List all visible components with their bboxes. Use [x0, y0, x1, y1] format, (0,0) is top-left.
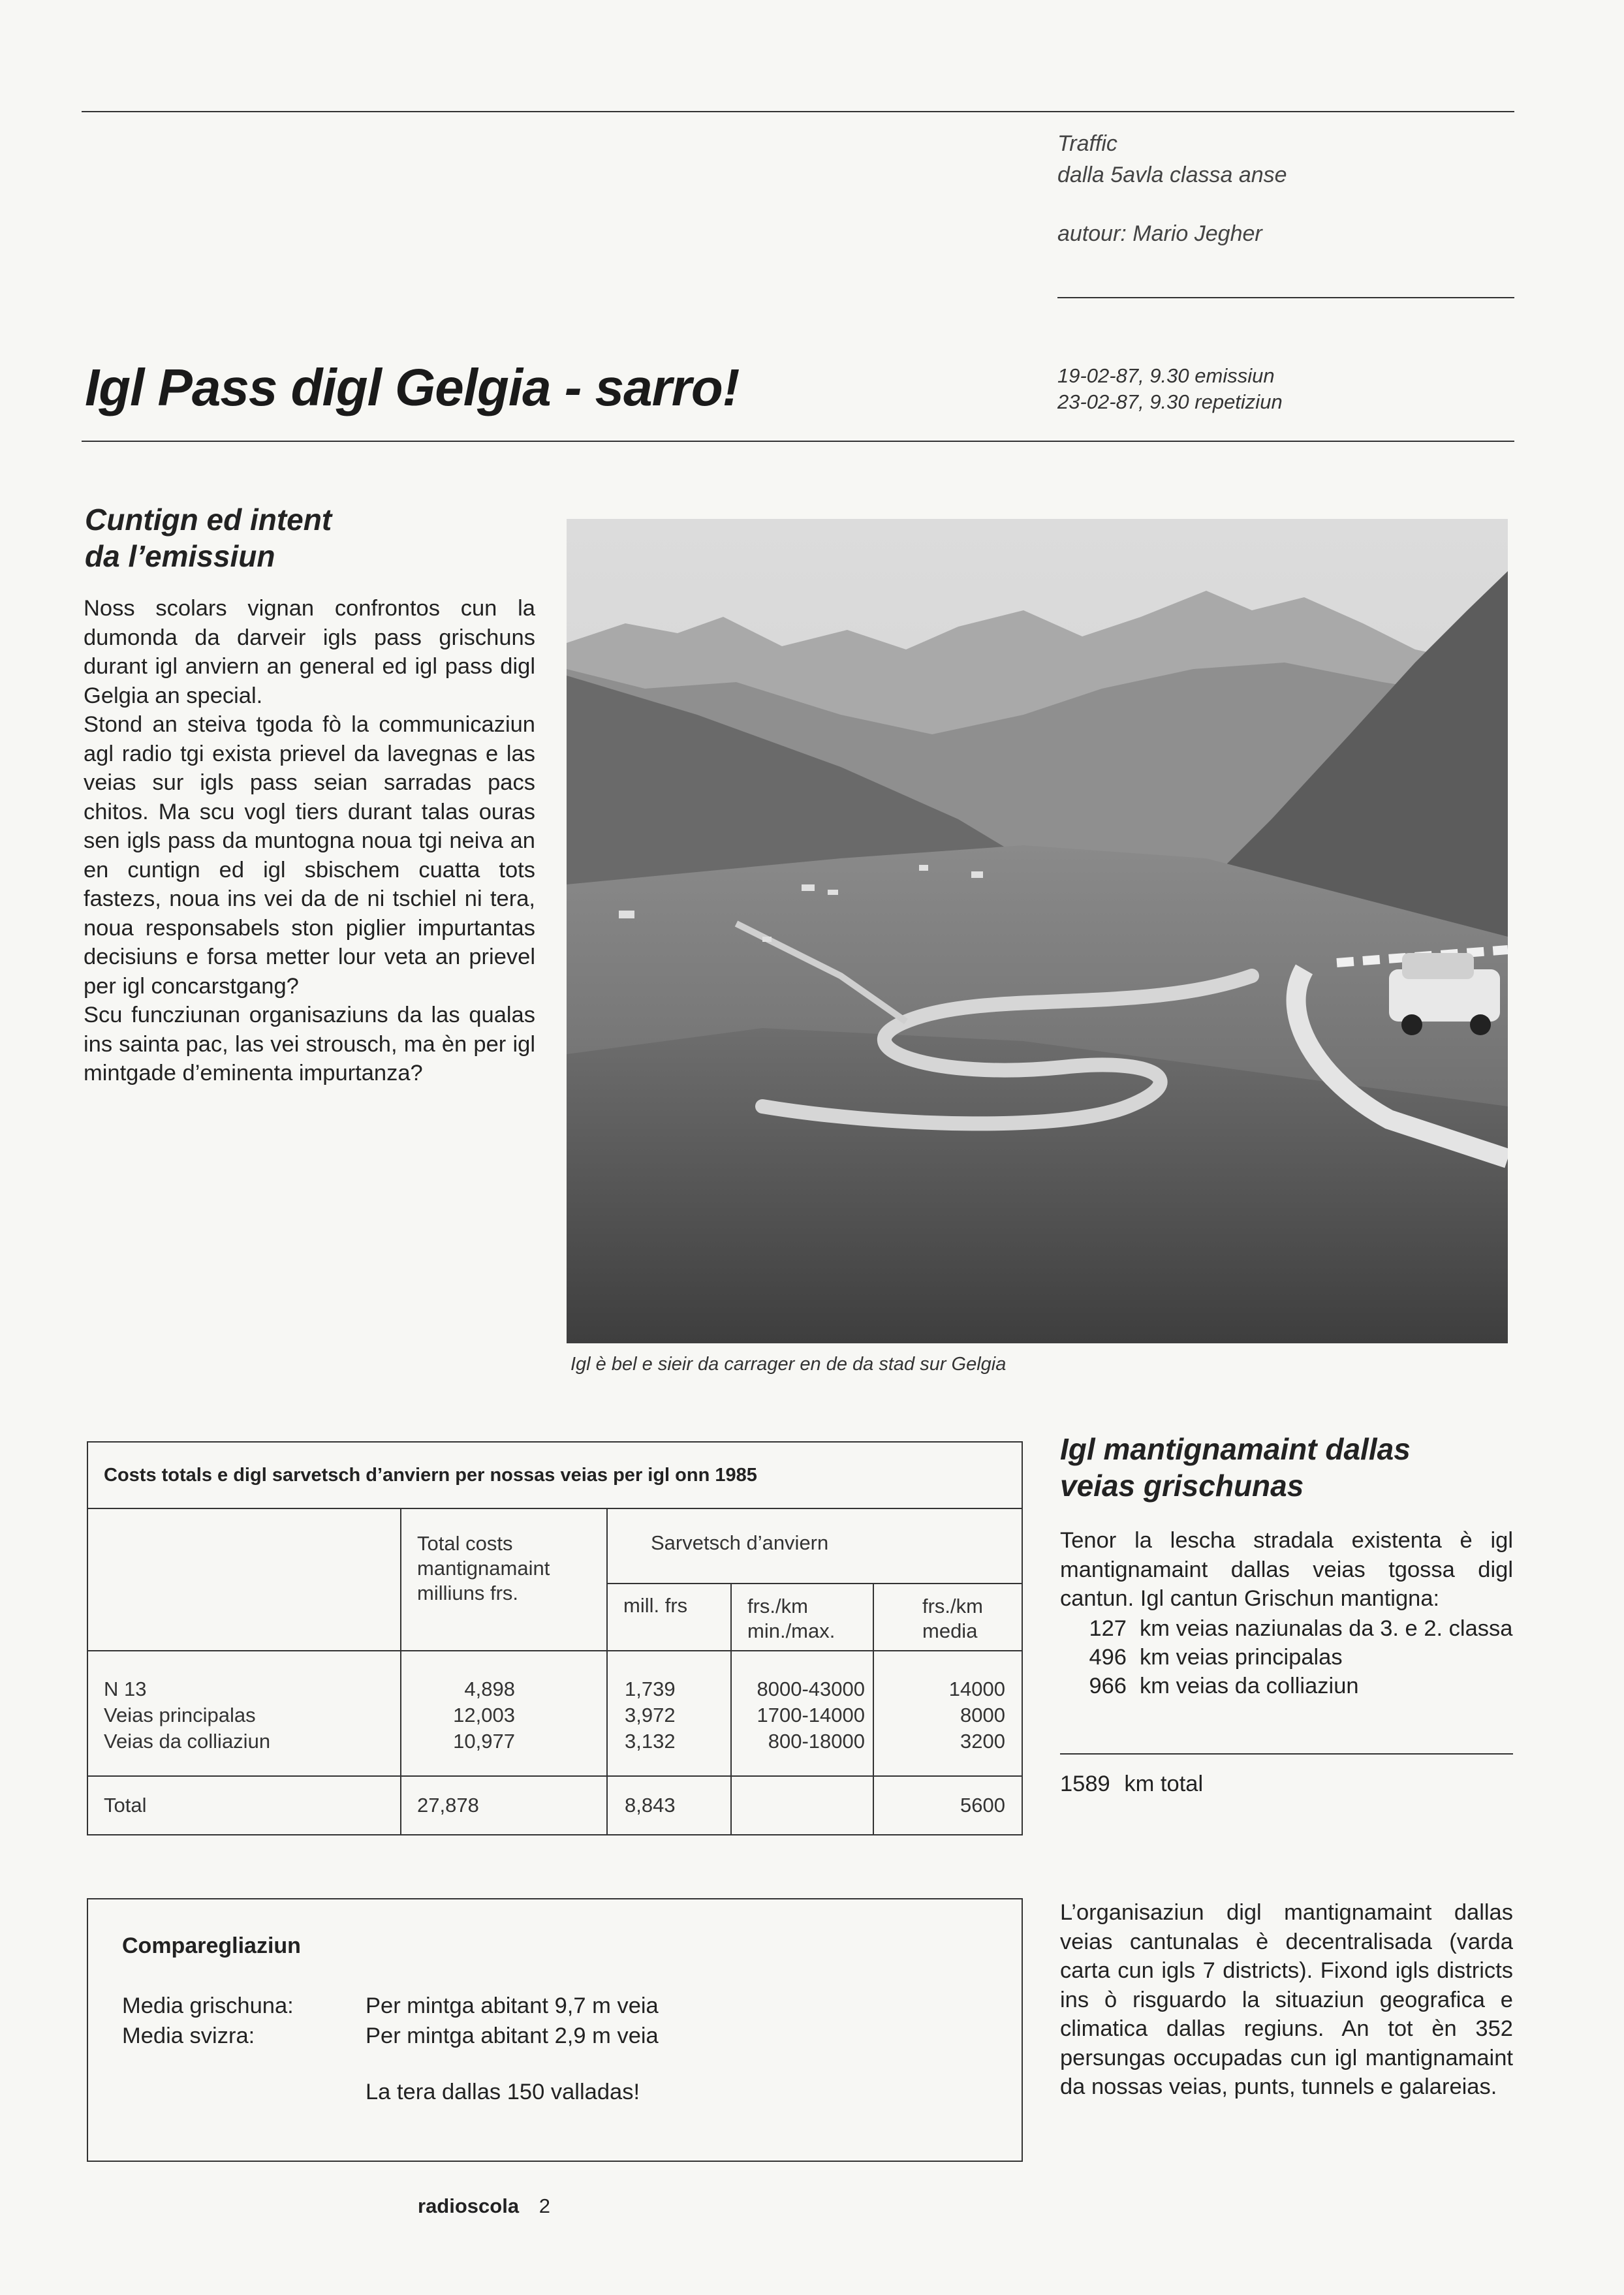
intro-heading-line1: Cuntign ed intent — [85, 503, 332, 537]
intro-paragraph: Scu funcziunan organisaziuns da las qualas ins sainta pac, las vei strousch, ma èn per igl mintgade d’eminenta impurtanza? — [84, 1003, 535, 1085]
mountain-pass-illustration — [567, 519, 1508, 1343]
table-cell: 12,003 — [453, 1704, 515, 1726]
emission-date: 19-02-87, 9.30 emissiun — [1057, 364, 1275, 387]
publication-name: radioscola — [418, 2194, 520, 2217]
intro-paragraph: Noss scolars vignan confrontos cun la dumonda da darveir igls pass grischuns durant igl anviern an general ed igl pass digl Gelgia an special. — [84, 596, 535, 708]
total-number: 1589 — [1060, 1772, 1110, 1796]
comparison-label: Media grischuna: — [122, 1993, 294, 2018]
intro-text — [84, 594, 535, 1088]
total-rule — [88, 1775, 1022, 1777]
col-total-header: Total costs mantignamaint milliuns frs. — [417, 1532, 550, 1604]
total-media-value: 5600 — [960, 1794, 1005, 1817]
col-divider — [730, 1583, 732, 1834]
photo-caption: Igl è bel e sieir da carrager en de da stad sur Gelgia — [570, 1354, 1007, 1375]
table-cell: 1700-14000 — [757, 1704, 865, 1726]
repetition-date: 23-02-87, 9.30 repetiziun — [1057, 390, 1283, 413]
col-media-values — [878, 1676, 1005, 1755]
col-mill-values — [625, 1676, 716, 1755]
header-bottom-rule — [88, 1650, 1022, 1651]
col-winter-header: Sarvetsch d’anviern — [651, 1531, 829, 1554]
intro-paragraph: Stond an steiva tgoda fò la communicaziun agl radio tgi exista prievel da lavegnas e las veias sur igls pass seian sarradas pacs chitos. Ma scu vogl tiers durant talas ouras sen igls pass da muntogna noua tgi neiva an en cuntign ed igl sbischem cuatta tots fastezs, noua ins vei da de ni tschiel ni tera, noua responsabels ston piglier impurtantas decisiuns e forsa metter lour veta an prievel per igl concarstgang? — [84, 712, 535, 999]
maintenance-total-rule — [1060, 1753, 1513, 1755]
subheader-rule — [606, 1583, 1022, 1584]
item-number: 127 — [1089, 1616, 1127, 1641]
title-rule — [82, 441, 1514, 442]
item-number: 496 — [1089, 1645, 1127, 1670]
comparison-box — [87, 1898, 1023, 2162]
col-total-values — [417, 1676, 515, 1755]
sub-mill-header: mill. frs — [623, 1594, 688, 1617]
table-row-label: Veias principalas — [104, 1704, 256, 1726]
table-cell: 1,739 — [625, 1678, 676, 1700]
author: autour: Mario Jegher — [1057, 221, 1262, 246]
total-costs-value: 27,878 — [417, 1794, 479, 1817]
comparison-labels — [122, 1991, 294, 2051]
col-divider — [873, 1583, 874, 1834]
comparison-label: Media svizra: — [122, 2023, 255, 2048]
comparison-value: Per mintga abitant 9,7 m veia — [366, 1993, 659, 2018]
maintenance-total — [1060, 1772, 1203, 1797]
maintenance-intro: Tenor la lescha stradala existenta è igl mantignamaint dallas veias tgossa digl cantun. Igl cantun Grischun mantigna: — [1060, 1528, 1513, 1611]
costs-table-title-rule — [88, 1508, 1022, 1509]
grade: dalla 5avla classa anse — [1057, 163, 1287, 187]
page-title: Igl Pass digl Gelgia - sarro! — [85, 358, 740, 416]
table-cell: 8000 — [960, 1704, 1005, 1726]
total-text: km total — [1124, 1772, 1204, 1796]
intro-heading — [85, 501, 332, 574]
table-cell: 800-18000 — [768, 1730, 865, 1753]
costs-table-title: Costs totals e digl sarvetsch d’anviern per nossas veias per igl onn 1985 — [104, 1465, 757, 1486]
item-number: 966 — [1089, 1674, 1127, 1698]
item-text: km veias naziunalas da 3. e 2. classa — [1140, 1616, 1513, 1641]
maintenance-heading-line1: Igl mantignamaint dallas — [1060, 1432, 1411, 1466]
item-text: km veias principalas — [1140, 1645, 1343, 1670]
header-short-rule — [1057, 297, 1514, 298]
table-cell: 3,132 — [625, 1730, 676, 1753]
comparison-values — [366, 1991, 659, 2051]
table-cell: 14000 — [948, 1678, 1005, 1700]
mountain-pass-photo — [567, 519, 1508, 1343]
sub-minmax-header: frs./km min./max. — [747, 1595, 835, 1642]
table-row-label: Veias da colliaziun — [104, 1730, 271, 1753]
table-row-label: N 13 — [104, 1678, 147, 1700]
table-cell: 8000-43000 — [757, 1678, 865, 1700]
top-rule — [82, 111, 1514, 112]
table-cell: 3,972 — [625, 1704, 676, 1726]
subject: Traffic — [1057, 131, 1117, 156]
maintenance-heading-line2: veias grischunas — [1060, 1469, 1304, 1503]
costs-table-box — [87, 1441, 1023, 1835]
maintenance-heading — [1060, 1431, 1411, 1504]
footer — [418, 2194, 550, 2218]
col-divider — [400, 1508, 401, 1834]
header-meta — [1057, 128, 1462, 249]
table-cell: 3200 — [960, 1730, 1005, 1753]
col-minmax-values — [734, 1676, 865, 1755]
list-item — [1060, 1643, 1513, 1672]
page-number: 2 — [539, 2194, 550, 2217]
row-labels — [104, 1676, 270, 1755]
comparison-value: Per mintga abitant 2,9 m veia — [366, 2023, 659, 2048]
list-item — [1060, 1672, 1513, 1700]
intro-heading-line2: da l’emissiun — [85, 539, 275, 573]
table-cell: 10,977 — [453, 1730, 515, 1753]
item-text: km veias da colliaziun — [1140, 1674, 1359, 1698]
list-item — [1060, 1614, 1513, 1643]
table-cell: 4,898 — [464, 1678, 515, 1700]
maintenance-list — [1060, 1614, 1513, 1700]
sub-media-header: frs./km media — [922, 1595, 983, 1642]
total-mill-value: 8,843 — [625, 1794, 676, 1817]
col-divider — [606, 1508, 608, 1834]
total-label: Total — [104, 1794, 147, 1817]
broadcast-dates — [1057, 363, 1283, 415]
comparison-note: La tera dallas 150 valladas! — [366, 2080, 640, 2104]
organisation-text: L’organisaziun digl mantignamaint dallas veias cantunalas è decentralisada (varda carta cun igls 7 districts). Fixond igls districts ins ò risguardo la situaziun geografica e climatica dallas regiuns. An tot èn 352 persungas occupadas cun igl mantignamaint da nossas veias, punts, tunnels e galareias. — [1060, 1900, 1513, 2099]
comparison-heading: Comparegliaziun — [122, 1933, 301, 1958]
